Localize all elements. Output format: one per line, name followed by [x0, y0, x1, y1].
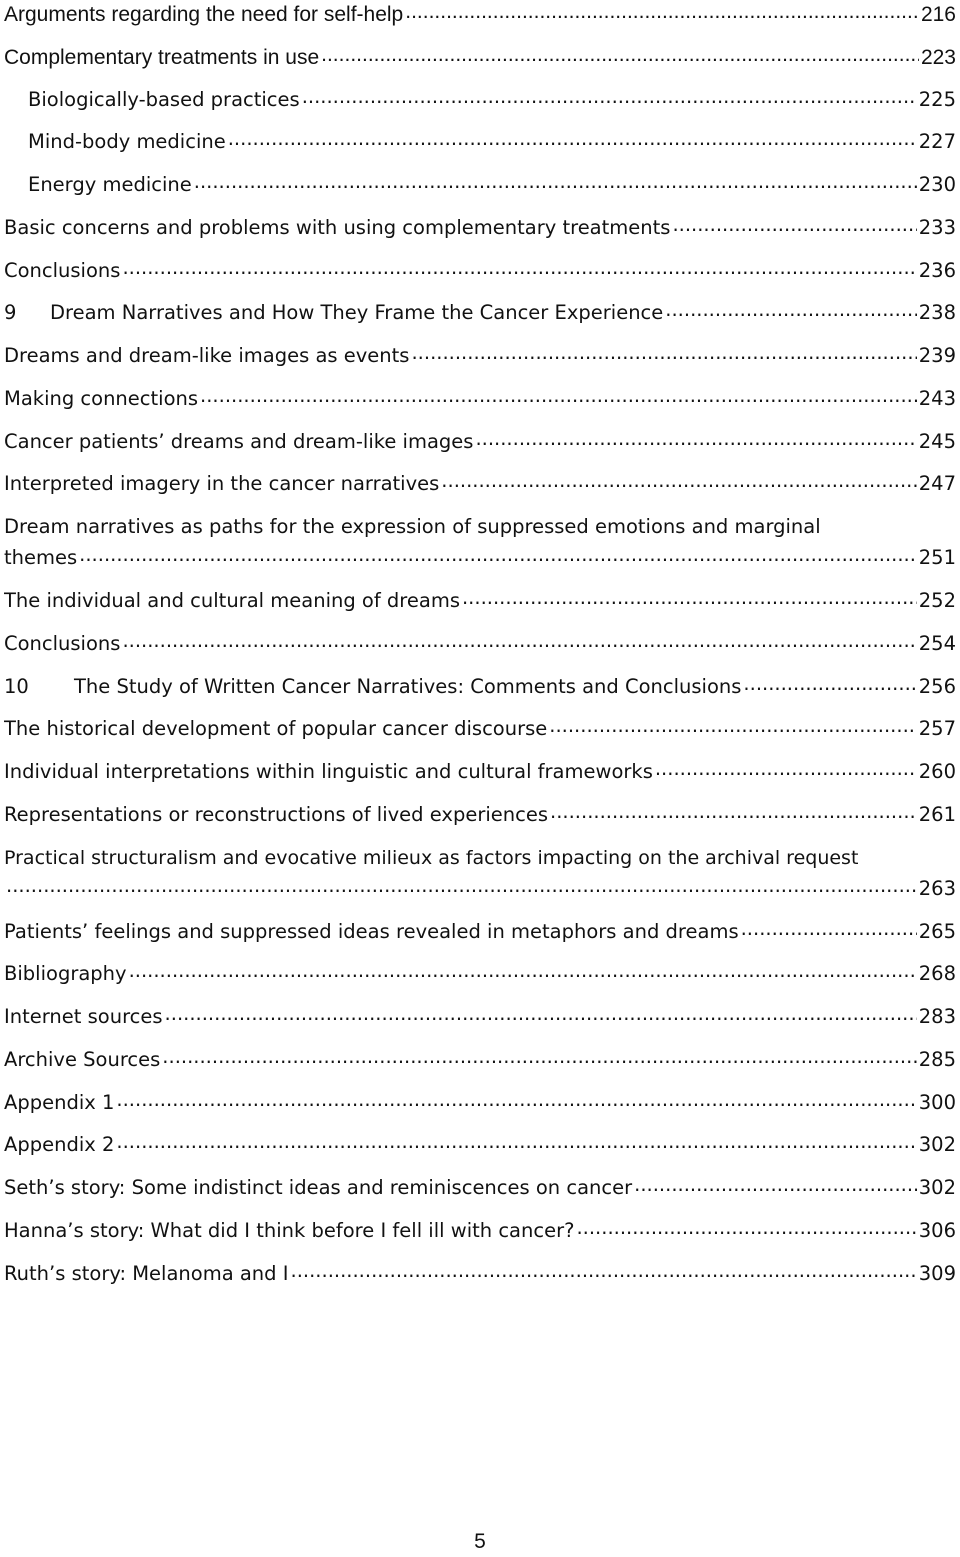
toc-entry-page: 247	[918, 472, 956, 496]
toc-entry-title: Ruth’s story: Melanoma and I	[4, 1261, 289, 1285]
toc-entry-title: Hanna’s story: What did I think before I fell ill with cancer?	[4, 1218, 575, 1242]
toc-entry[interactable]	[4, 918, 956, 961]
dot-leader	[663, 300, 916, 320]
toc-entry[interactable]	[4, 257, 956, 300]
toc-entry[interactable]	[4, 1003, 956, 1046]
dot-leader	[192, 172, 917, 192]
toc-entry[interactable]	[4, 801, 956, 844]
dot-leader	[473, 428, 916, 448]
toc-entry-page: 227	[918, 130, 956, 154]
toc-entry-title-line2: themes	[4, 546, 78, 569]
toc-entry-title: Energy medicine	[28, 173, 192, 196]
toc-entry[interactable]	[4, 960, 956, 1003]
dot-leader	[163, 1004, 917, 1024]
toc-entry-title: Patients’ feelings and suppressed ideas revealed in metaphors and dreams	[4, 919, 739, 943]
toc-entry-page: 302	[918, 1176, 956, 1199]
toc-entry[interactable]	[4, 214, 956, 257]
toc-entry[interactable]	[4, 128, 956, 171]
toc-entry[interactable]	[4, 86, 956, 129]
toc-entry-page: 238	[918, 301, 956, 325]
dot-leader	[439, 471, 916, 491]
dot-leader	[226, 129, 917, 149]
dot-leader	[319, 43, 919, 64]
toc-entry-page: 236	[918, 258, 956, 282]
dot-leader	[300, 86, 917, 106]
toc-entry-title: Conclusions	[4, 258, 121, 282]
toc-chapter-entry[interactable]	[4, 299, 956, 342]
toc-entry-page: 257	[918, 717, 956, 741]
toc-entry-title: Representations or reconstructions of lived experiences	[4, 802, 548, 826]
toc-entry-page: 233	[918, 215, 956, 239]
toc-entry-title: The individual and cultural meaning of dreams	[4, 589, 460, 612]
dot-leader	[574, 1217, 916, 1237]
toc-entry-title: Appendix 2	[4, 1133, 115, 1157]
chapter-number: 9	[4, 301, 17, 325]
toc-entry[interactable]	[4, 513, 956, 587]
dot-leader	[114, 1132, 916, 1152]
toc-entry[interactable]	[4, 385, 956, 428]
toc-entry-page: 283	[918, 1005, 956, 1028]
toc-entry-page: 261	[918, 802, 956, 826]
toc-entry-page: 243	[918, 386, 956, 410]
dot-leader	[460, 588, 917, 608]
toc-entry[interactable]	[4, 1217, 956, 1260]
toc-entry-page: 265	[918, 919, 956, 943]
dot-leader	[739, 918, 917, 938]
toc-entry[interactable]	[4, 1174, 956, 1217]
toc-entry-title-line1: Practical structuralism and evocative milieux as factors impacting on the archival request	[4, 846, 859, 869]
toc-entry-title: The Study of Written Cancer Narratives: Comments and Conclusions	[74, 674, 742, 698]
toc-chapter-entry[interactable]	[4, 673, 956, 716]
toc-entry-title: Making connections	[4, 386, 199, 410]
toc-entry-title: Dreams and dream-like images as events	[4, 344, 410, 367]
toc-entry-title: Biologically-based practices	[28, 87, 300, 111]
dot-leader	[289, 1260, 917, 1280]
toc-entry-title: Cancer patients’ dreams and dream-like images	[4, 429, 474, 453]
toc-entry[interactable]	[4, 1131, 956, 1174]
dot-leader	[741, 673, 916, 693]
toc-entry-title: Bibliography	[4, 962, 127, 986]
dot-leader	[4, 875, 917, 895]
toc-entry-page: 251	[918, 546, 956, 569]
toc-entry-title: Appendix 1	[4, 1090, 115, 1114]
toc-entry-page: 256	[918, 674, 956, 698]
dot-leader	[403, 0, 919, 21]
toc-entry[interactable]	[4, 630, 956, 673]
toc-entry[interactable]	[4, 715, 956, 758]
toc-entry-page: 263	[918, 876, 956, 900]
toc-entry-page: 260	[918, 760, 956, 783]
toc-entry-title: Individual interpretations within linguistic and cultural frameworks	[4, 760, 653, 783]
dot-leader	[632, 1175, 917, 1195]
toc-entry-page: 309	[918, 1261, 956, 1285]
toc-entry[interactable]	[4, 844, 956, 918]
toc-entry[interactable]	[4, 1089, 956, 1132]
dot-leader	[670, 214, 916, 234]
toc-entry-title: Archive Sources	[4, 1047, 161, 1071]
toc-entry-title: Dream Narratives and How They Frame the Cancer Experience	[50, 301, 664, 325]
toc-entry[interactable]	[4, 43, 956, 86]
toc-entry-title: Mind-body medicine	[28, 130, 226, 154]
dot-leader	[120, 630, 916, 650]
toc-entry-page: 216	[920, 3, 956, 26]
toc-entry-page: 223	[920, 45, 956, 69]
dot-leader	[114, 1089, 916, 1109]
dot-leader	[120, 257, 916, 277]
toc-entry-page: 252	[918, 589, 956, 612]
toc-entry-page: 239	[918, 344, 956, 367]
toc-entry-title: Internet sources	[4, 1005, 163, 1028]
toc-entry[interactable]	[4, 428, 956, 471]
toc-entry-page: 245	[918, 429, 956, 453]
dot-leader	[548, 801, 917, 821]
toc-entry-page: 306	[918, 1218, 956, 1242]
dot-leader	[77, 545, 917, 565]
toc-entry[interactable]	[4, 0, 956, 43]
toc-entry[interactable]	[4, 342, 956, 385]
toc-entry-page: 285	[918, 1047, 956, 1071]
dot-leader	[409, 343, 916, 363]
dot-leader	[547, 716, 917, 736]
toc-entry-page: 254	[918, 631, 956, 655]
table-of-contents	[4, 0, 956, 1302]
toc-entry-title-line1: Dream narratives as paths for the expression of suppressed emotions and marginal	[4, 515, 821, 538]
toc-entry[interactable]	[4, 171, 956, 214]
toc-entry[interactable]	[4, 758, 956, 801]
toc-entry-title: The historical development of popular cancer discourse	[4, 717, 548, 741]
dot-leader	[127, 961, 917, 981]
dot-leader	[160, 1046, 916, 1066]
toc-entry[interactable]	[4, 470, 956, 513]
toc-entry-page: 225	[918, 87, 956, 111]
toc-entry-title: Basic concerns and problems with using complementary treatments	[4, 215, 671, 239]
page-number: 5	[474, 1530, 486, 1553]
dot-leader	[198, 385, 917, 405]
toc-entry-title: Interpreted imagery in the cancer narratives	[4, 472, 440, 496]
toc-entry-title: Arguments regarding the need for self-help	[4, 3, 404, 26]
toc-entry[interactable]	[4, 1260, 956, 1303]
toc-entry[interactable]	[4, 1046, 956, 1089]
toc-entry-page: 230	[918, 173, 956, 196]
dot-leader	[653, 759, 917, 779]
toc-entry-page: 300	[918, 1090, 956, 1114]
toc-entry-title: Conclusions	[4, 631, 121, 655]
toc-entry[interactable]	[4, 587, 956, 630]
toc-entry-page: 302	[918, 1133, 956, 1157]
chapter-number: 10	[4, 674, 29, 698]
toc-entry-title: Complementary treatments in use	[4, 45, 320, 69]
toc-entry-title: Seth’s story: Some indistinct ideas and reminiscences on cancer	[4, 1176, 633, 1199]
toc-entry-page: 268	[918, 962, 956, 986]
